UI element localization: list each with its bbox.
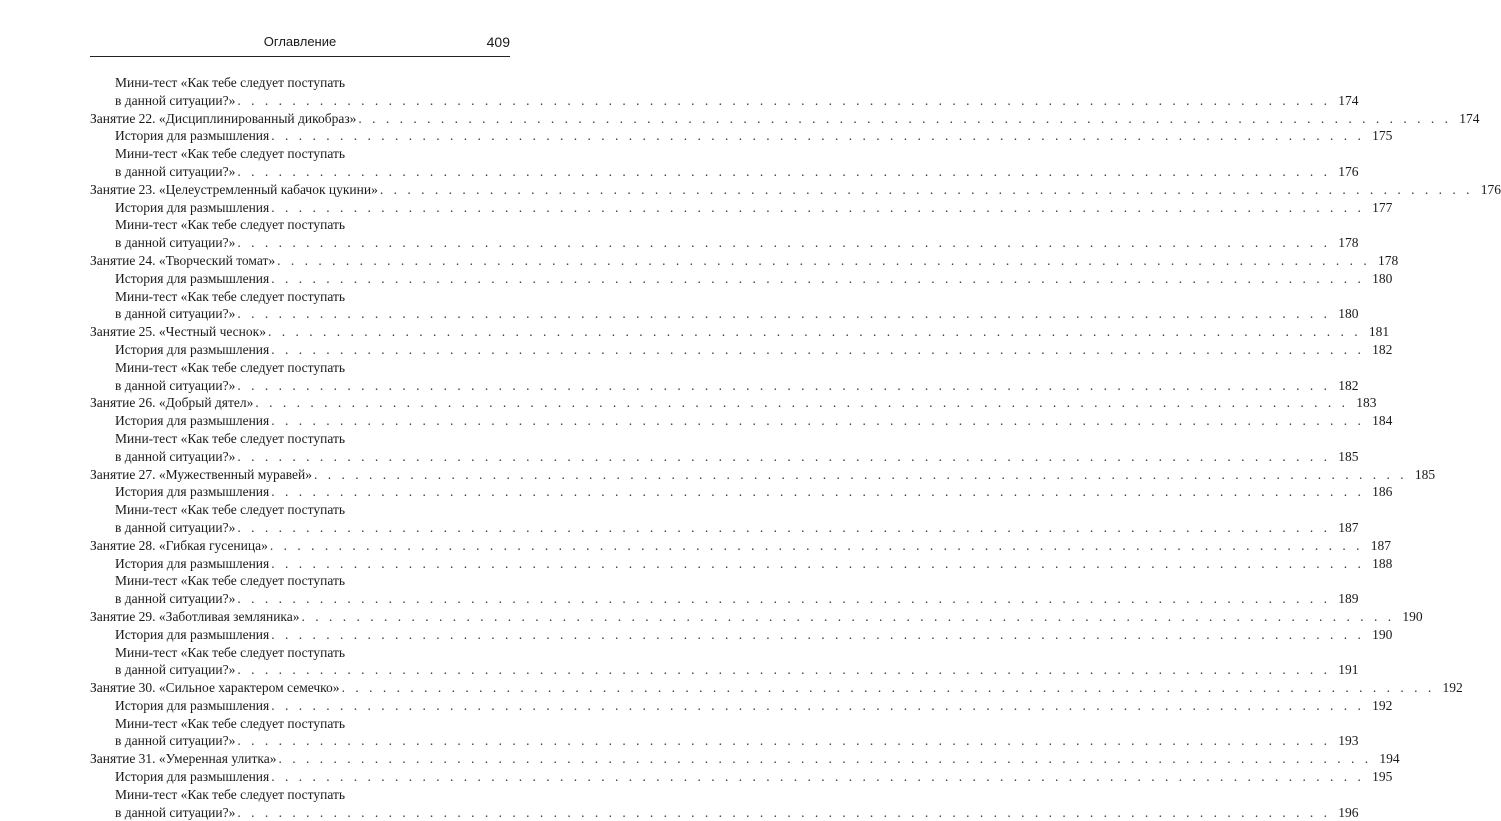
toc-subentry xyxy=(90,270,1393,288)
toc-page-number: 178 xyxy=(1338,235,1359,251)
dot-leader: . . . . . . . . . . . . . . . . . . . . . . . . . . . . . . . . . . . . . . . . . . . . . . . . . . . . . . . . . . . . . . . . . . . . . . . . . . . . . . . . xyxy=(255,395,1349,411)
toc-entry-text: История для размышления xyxy=(115,626,270,642)
toc-subentry xyxy=(90,288,510,306)
toc-subentry xyxy=(90,234,1359,252)
toc-page-number: 176 xyxy=(1338,163,1359,179)
toc-line xyxy=(115,341,1393,359)
toc-entry-text: История для размышления xyxy=(115,128,270,144)
dot-leader: . . . . . . . . . . . . . . . . . . . . . . . . . . . . . . . . . . . . . . . . . . . . . . . . . . . . . . . . . . . . . . . . . . . . . . . . . . . . . . . . xyxy=(237,448,1331,464)
toc-subentry xyxy=(90,768,1393,786)
toc-subentry xyxy=(90,572,510,590)
toc-page-number: 178 xyxy=(1378,252,1399,268)
toc-page-number: 188 xyxy=(1372,555,1393,571)
toc-entry-text: Мини-тест «Как тебе следует поступать xyxy=(115,217,346,233)
toc-entry-text: Занятие 31. «Умеренная улитка» xyxy=(90,751,277,767)
toc-entry-text: в данной ситуации?» xyxy=(115,235,236,251)
toc-lesson-entry xyxy=(90,323,1390,341)
dot-leader: . . . . . . . . . . . . . . . . . . . . . . . . . . . . . . . . . . . . . . . . . . . . . . . . . . . . . . . . . . . . . . . . . . . . . . . . . . . . . . . . xyxy=(269,537,1363,553)
toc-line xyxy=(115,234,1359,252)
toc-subentry xyxy=(90,644,510,662)
toc-line xyxy=(115,305,1359,323)
toc-page-number: 181 xyxy=(1368,324,1390,340)
toc-entry-text: История для размышления xyxy=(115,769,270,785)
toc-line xyxy=(115,127,1393,145)
toc-subentry xyxy=(90,786,510,804)
dot-leader: . . . . . . . . . . . . . . . . . . . . . . . . . . . . . . . . . . . . . . . . . . . . . . . . . . . . . . . . . . . . . . . . . . . . . . . . . . . . . . . . xyxy=(267,324,1362,340)
table-of-contents xyxy=(90,74,1501,821)
toc-subentry xyxy=(90,661,1359,679)
toc-line xyxy=(115,483,1393,501)
toc-page-number: 193 xyxy=(1338,733,1359,749)
toc-line xyxy=(115,626,1393,644)
toc-entry-text: История для размышления xyxy=(115,341,270,357)
toc-line xyxy=(115,412,1393,430)
toc-page-number: 185 xyxy=(1414,466,1436,482)
toc-lesson-entry xyxy=(90,466,1436,484)
dot-leader: . . . . . . . . . . . . . . . . . . . . . . . . . . . . . . . . . . . . . . . . . . . . . . . . . . . . . . . . . . . . . . . . . . . . . . . . . . . . . . . . xyxy=(271,769,1365,785)
toc-page-number: 174 xyxy=(1459,110,1480,126)
toc-line xyxy=(115,199,1393,217)
toc-lesson-entry xyxy=(90,679,1463,697)
toc-subentry xyxy=(90,341,1393,359)
dot-leader: . . . . . . . . . . . . . . . . . . . . . . . . . . . . . . . . . . . . . . . . . . . . . . . . . . . . . . . . . . . . . . . . . . . . . . . . . . . . . . . . xyxy=(237,92,1331,108)
running-header-title: Оглавление xyxy=(263,34,337,49)
toc-line xyxy=(90,466,1436,484)
toc-subentry xyxy=(90,305,1359,323)
toc-page-number: 174 xyxy=(1338,92,1359,108)
toc-entry-text: в данной ситуации?» xyxy=(115,591,236,607)
toc-subentry xyxy=(90,732,1359,750)
toc-entry-text: в данной ситуации?» xyxy=(115,448,236,464)
toc-page-number: 187 xyxy=(1370,537,1391,553)
dot-leader: . . . . . . . . . . . . . . . . . . . . . . . . . . . . . . . . . . . . . . . . . . . . . . . . . . . . . . . . . . . . . . . . . . . . . . . . . . . . . . . . xyxy=(271,270,1365,286)
toc-entry-text: Занятие 27. «Мужественный муравей» xyxy=(90,466,312,482)
toc-subentry xyxy=(90,127,1393,145)
toc-page-number: 182 xyxy=(1372,341,1393,357)
dot-leader: . . . . . . . . . . . . . . . . . . . . . . . . . . . . . . . . . . . . . . . . . . . . . . . . . . . . . . . . . . . . . . . . . . . . . . . . . . . . . . . . xyxy=(341,680,1435,696)
toc-entry-text: Занятие 23. «Целеустремленный кабачок цукини» xyxy=(90,181,378,197)
toc-subentry xyxy=(90,626,1393,644)
toc-entry-text: Мини-тест «Как тебе следует поступать xyxy=(115,573,346,589)
toc-entry-text: Мини-тест «Как тебе следует поступать xyxy=(115,502,346,518)
toc-page-number: 186 xyxy=(1372,484,1393,500)
toc-entry-text: Мини-тест «Как тебе следует поступать xyxy=(115,288,346,304)
toc-subentry xyxy=(90,199,1393,217)
toc-subentry xyxy=(90,92,1359,110)
toc-subentry xyxy=(90,715,510,733)
toc-subentry xyxy=(90,590,1359,608)
toc-line xyxy=(115,590,1359,608)
toc-line xyxy=(90,323,1390,341)
toc-line xyxy=(115,804,1359,821)
toc-page-number: 195 xyxy=(1372,769,1393,785)
toc-line xyxy=(115,519,1359,537)
dot-leader: . . . . . . . . . . . . . . . . . . . . . . . . . . . . . . . . . . . . . . . . . . . . . . . . . . . . . . . . . . . . . . . . . . . . . . . . . . . . . . . . xyxy=(237,804,1331,820)
toc-page-number: 192 xyxy=(1442,680,1463,696)
toc-subentry xyxy=(90,804,1359,821)
toc-line xyxy=(115,768,1393,786)
dot-leader: . . . . . . . . . . . . . . . . . . . . . . . . . . . . . . . . . . . . . . . . . . . . . . . . . . . . . . . . . . . . . . . . . . . . . . . . . . . . . . . . xyxy=(271,341,1365,357)
toc-page-number: 184 xyxy=(1372,413,1393,429)
header-rule xyxy=(90,56,510,57)
toc-entry-text: История для размышления xyxy=(115,199,270,215)
dot-leader: . . . . . . . . . . . . . . . . . . . . . . . . . . . . . . . . . . . . . . . . . . . . . . . . . . . . . . . . . . . . . . . . . . . . . . . . . . . . . . . . xyxy=(237,163,1331,179)
toc-subentry xyxy=(90,519,1359,537)
toc-line xyxy=(115,92,1359,110)
toc-line xyxy=(115,163,1359,181)
toc-entry-text: в данной ситуации?» xyxy=(115,306,236,322)
toc-page-number: 192 xyxy=(1372,697,1393,713)
dot-leader: . . . . . . . . . . . . . . . . . . . . . . . . . . . . . . . . . . . . . . . . . . . . . . . . . . . . . . . . . . . . . . . . . . . . . . . . . . . . . . . . xyxy=(271,484,1365,500)
toc-lesson-entry xyxy=(90,537,1391,555)
dot-leader: . . . . . . . . . . . . . . . . . . . . . . . . . . . . . . . . . . . . . . . . . . . . . . . . . . . . . . . . . . . . . . . . . . . . . . . . . . . . . . . . xyxy=(237,591,1331,607)
toc-entry-text: История для размышления xyxy=(115,555,270,571)
toc-subentry xyxy=(90,430,510,448)
toc-subentry xyxy=(90,555,1393,573)
toc-page-number: 194 xyxy=(1379,751,1400,767)
toc-entry-text: в данной ситуации?» xyxy=(115,733,236,749)
toc-page-number: 189 xyxy=(1338,591,1359,607)
dot-leader: . . . . . . . . . . . . . . . . . . . . . . . . . . . . . . . . . . . . . . . . . . . . . . . . . . . . . . . . . . . . . . . . . . . . . . . . . . . . . . . . xyxy=(271,128,1365,144)
toc-entry-text: Занятие 26. «Добрый дятел» xyxy=(90,395,254,411)
page-number: 409 xyxy=(486,34,510,50)
toc-page-number: 183 xyxy=(1356,395,1377,411)
toc-subentry xyxy=(90,145,510,163)
toc-line xyxy=(115,661,1359,679)
toc-lesson-entry xyxy=(90,394,1377,412)
toc-page-number: 175 xyxy=(1372,128,1393,144)
toc-subentry xyxy=(90,697,1393,715)
toc-line xyxy=(115,448,1359,466)
dot-leader: . . . . . . . . . . . . . . . . . . . . . . . . . . . . . . . . . . . . . . . . . . . . . . . . . . . . . . . . . . . . . . . . . . . . . . . . . . . . . . . . xyxy=(301,608,1395,624)
toc-line xyxy=(90,537,1391,555)
toc-entry-text: в данной ситуации?» xyxy=(115,662,236,678)
toc-line xyxy=(90,394,1377,412)
toc-line xyxy=(115,377,1359,395)
toc-entry-text: История для размышления xyxy=(115,697,270,713)
toc-entry-text: Занятие 25. «Честный чеснок» xyxy=(90,324,266,340)
toc-entry-text: Мини-тест «Как тебе следует поступать xyxy=(115,644,346,660)
toc-line xyxy=(115,270,1393,288)
toc-entry-text: в данной ситуации?» xyxy=(115,92,236,108)
toc-page-number: 182 xyxy=(1338,377,1359,393)
toc-entry-text: Мини-тест «Как тебе следует поступать xyxy=(115,359,346,375)
dot-leader: . . . . . . . . . . . . . . . . . . . . . . . . . . . . . . . . . . . . . . . . . . . . . . . . . . . . . . . . . . . . . . . . . . . . . . . . . . . . . . . . xyxy=(237,519,1331,535)
toc-lesson-entry xyxy=(90,608,1423,626)
toc-page-number: 190 xyxy=(1372,626,1393,642)
dot-leader: . . . . . . . . . . . . . . . . . . . . . . . . . . . . . . . . . . . . . . . . . . . . . . . . . . . . . . . . . . . . . . . . . . . . . . . . . . . . . . . . xyxy=(314,466,1408,482)
toc-entry-text: Занятие 24. «Творческий томат» xyxy=(90,252,276,268)
toc-lesson-entry xyxy=(90,252,1399,270)
toc-subentry xyxy=(90,412,1393,430)
toc-line xyxy=(115,555,1393,573)
toc-entry-text: в данной ситуации?» xyxy=(115,804,236,820)
toc-page-number: 196 xyxy=(1338,804,1359,820)
dot-leader: . . . . . . . . . . . . . . . . . . . . . . . . . . . . . . . . . . . . . . . . . . . . . . . . . . . . . . . . . . . . . . . . . . . . . . . . . . . . . . . . xyxy=(271,555,1365,571)
toc-entry-text: История для размышления xyxy=(115,484,270,500)
toc-entry-text: Мини-тест «Как тебе следует поступать xyxy=(115,146,346,162)
toc-page-number: 191 xyxy=(1338,662,1359,678)
toc-entry-text: Занятие 29. «Заботливая земляника» xyxy=(90,608,300,624)
toc-page-number: 180 xyxy=(1372,270,1393,286)
toc-line xyxy=(90,750,1400,768)
toc-entry-text: Занятие 22. «Дисциплинированный дикобраз» xyxy=(90,110,357,126)
toc-subentry xyxy=(90,448,1359,466)
toc-line xyxy=(115,697,1393,715)
toc-entry-text: в данной ситуации?» xyxy=(115,163,236,179)
toc-subentry xyxy=(90,483,1393,501)
dot-leader: . . . . . . . . . . . . . . . . . . . . . . . . . . . . . . . . . . . . . . . . . . . . . . . . . . . . . . . . . . . . . . . . . . . . . . . . . . . . . . . . xyxy=(278,751,1372,767)
toc-subentry xyxy=(90,216,510,234)
toc-page-number: 190 xyxy=(1402,608,1423,624)
toc-subentry xyxy=(90,74,510,92)
toc-entry-text: Мини-тест «Как тебе следует поступать xyxy=(115,786,346,802)
toc-line xyxy=(90,679,1463,697)
toc-entry-text: Занятие 30. «Сильное характером семечко» xyxy=(90,680,340,696)
dot-leader: . . . . . . . . . . . . . . . . . . . . . . . . . . . . . . . . . . . . . . . . . . . . . . . . . . . . . . . . . . . . . . . . . . . . . . . . . . . . . . . . xyxy=(271,626,1365,642)
dot-leader: . . . . . . . . . . . . . . . . . . . . . . . . . . . . . . . . . . . . . . . . . . . . . . . . . . . . . . . . . . . . . . . . . . . . . . . . . . . . . . . . xyxy=(237,306,1331,322)
toc-subentry xyxy=(90,163,1359,181)
dot-leader: . . . . . . . . . . . . . . . . . . . . . . . . . . . . . . . . . . . . . . . . . . . . . . . . . . . . . . . . . . . . . . . . . . . . . . . . . . . . . . . . xyxy=(277,252,1371,268)
toc-page-number: 176 xyxy=(1480,181,1501,197)
dot-leader: . . . . . . . . . . . . . . . . . . . . . . . . . . . . . . . . . . . . . . . . . . . . . . . . . . . . . . . . . . . . . . . . . . . . . . . . . . . . . . . . xyxy=(271,413,1365,429)
toc-entry-text: Мини-тест «Как тебе следует поступать xyxy=(115,430,346,446)
dot-leader: . . . . . . . . . . . . . . . . . . . . . . . . . . . . . . . . . . . . . . . . . . . . . . . . . . . . . . . . . . . . . . . . . . . . . . . . . . . . . . . . xyxy=(237,662,1331,678)
toc-page-number: 185 xyxy=(1338,448,1359,464)
toc-page-number: 177 xyxy=(1372,199,1393,215)
toc-entry-text: в данной ситуации?» xyxy=(115,377,236,393)
toc-line xyxy=(90,252,1399,270)
toc-line xyxy=(90,181,1501,199)
toc-line xyxy=(90,608,1423,626)
toc-lesson-entry xyxy=(90,750,1400,768)
dot-leader: . . . . . . . . . . . . . . . . . . . . . . . . . . . . . . . . . . . . . . . . . . . . . . . . . . . . . . . . . . . . . . . . . . . . . . . . . . . . . . . . xyxy=(237,733,1331,749)
dot-leader: . . . . . . . . . . . . . . . . . . . . . . . . . . . . . . . . . . . . . . . . . . . . . . . . . . . . . . . . . . . . . . . . . . . . . . . . . . . . . . . . xyxy=(237,235,1331,251)
toc-page-number: 180 xyxy=(1338,306,1359,322)
toc-lesson-entry xyxy=(90,110,1480,128)
toc-subentry xyxy=(90,359,510,377)
dot-leader: . . . . . . . . . . . . . . . . . . . . . . . . . . . . . . . . . . . . . . . . . . . . . . . . . . . . . . . . . . . . . . . . . . . . . . . . . . . . . . . . xyxy=(379,181,1473,197)
toc-page-number: 187 xyxy=(1338,519,1359,535)
toc-entry-text: Мини-тест «Как тебе следует поступать xyxy=(115,715,346,731)
toc-entry-text: в данной ситуации?» xyxy=(115,519,236,535)
running-header xyxy=(90,34,510,54)
toc-entry-text: Занятие 28. «Гибкая гусеница» xyxy=(90,537,268,553)
dot-leader: . . . . . . . . . . . . . . . . . . . . . . . . . . . . . . . . . . . . . . . . . . . . . . . . . . . . . . . . . . . . . . . . . . . . . . . . . . . . . . . . xyxy=(237,377,1331,393)
toc-subentry xyxy=(90,501,510,519)
toc-line xyxy=(115,732,1359,750)
toc-line xyxy=(90,110,1480,128)
toc-entry-text: История для размышления xyxy=(115,413,270,429)
dot-leader: . . . . . . . . . . . . . . . . . . . . . . . . . . . . . . . . . . . . . . . . . . . . . . . . . . . . . . . . . . . . . . . . . . . . . . . . . . . . . . . . xyxy=(271,697,1365,713)
dot-leader: . . . . . . . . . . . . . . . . . . . . . . . . . . . . . . . . . . . . . . . . . . . . . . . . . . . . . . . . . . . . . . . . . . . . . . . . . . . . . . . . xyxy=(271,199,1365,215)
toc-entry-text: Мини-тест «Как тебе следует поступать xyxy=(115,75,346,90)
dot-leader: . . . . . . . . . . . . . . . . . . . . . . . . . . . . . . . . . . . . . . . . . . . . . . . . . . . . . . . . . . . . . . . . . . . . . . . . . . . . . . . . xyxy=(358,110,1452,126)
toc-subentry xyxy=(90,377,1359,395)
toc-entry-text: История для размышления xyxy=(115,270,270,286)
toc-lesson-entry xyxy=(90,181,1501,199)
